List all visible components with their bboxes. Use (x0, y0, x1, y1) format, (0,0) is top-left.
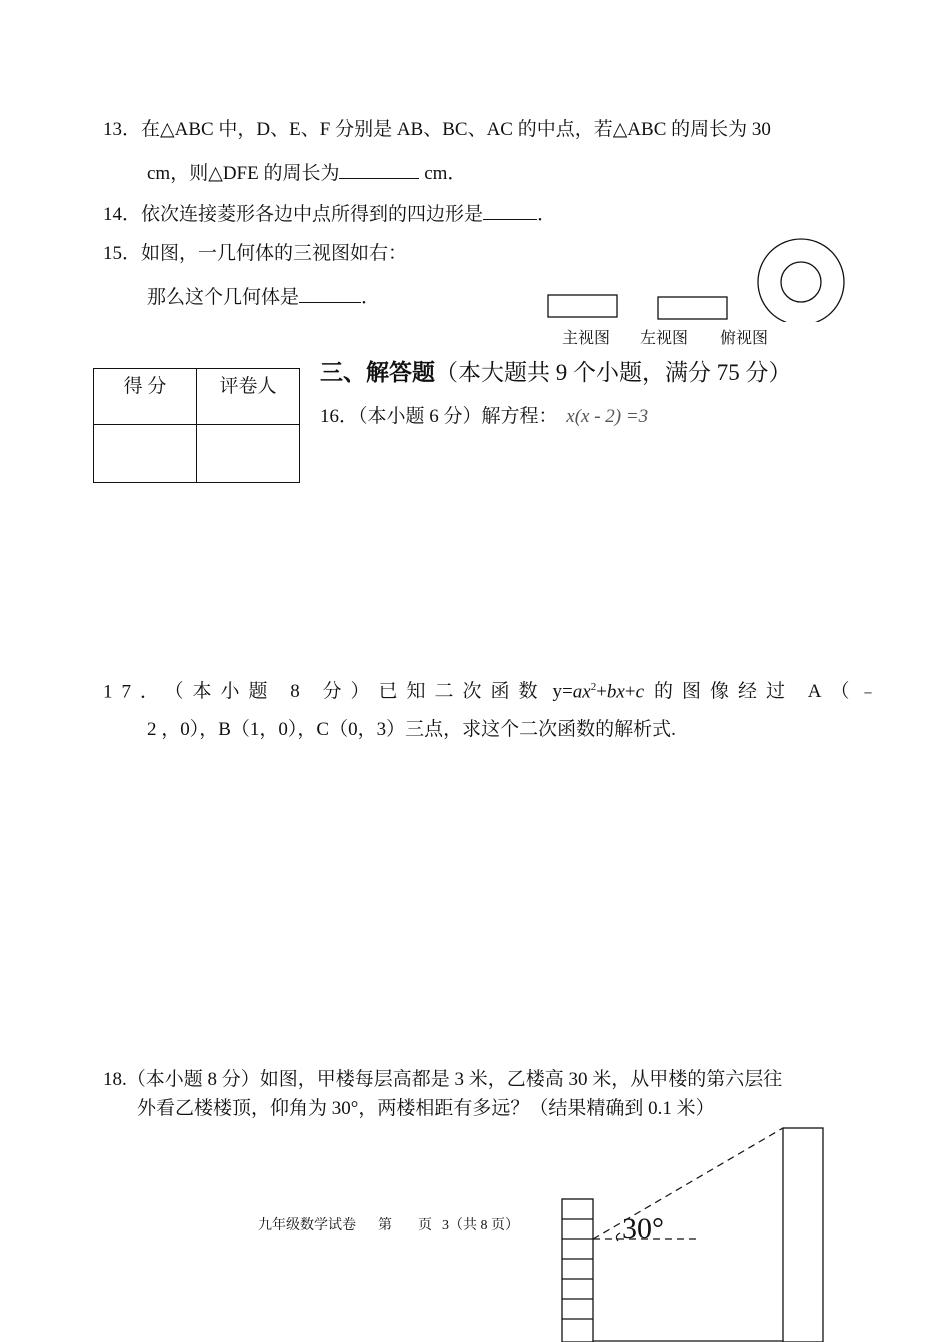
q14-prefix: 14．依次连接菱形各边中点所得到的四边形是 (103, 204, 484, 225)
top-view-inner-circle (781, 262, 821, 302)
section3-title: 三、解答题 (320, 360, 435, 386)
top-view-outer-circle (758, 239, 844, 322)
q17-func-c: c (635, 681, 644, 703)
score-cell[interactable] (94, 425, 197, 483)
top-view-label: 俯视图 (720, 330, 769, 347)
q15-line2 (147, 284, 380, 310)
q16 (320, 405, 648, 429)
left-view-rect (658, 297, 727, 319)
grader-cell[interactable] (197, 425, 300, 483)
section3-heading (320, 358, 792, 388)
q17-line1 (103, 675, 886, 704)
buildings-figure (540, 1120, 840, 1342)
three-views-figure (540, 232, 860, 322)
q14 (103, 201, 556, 227)
q15-line2-prefix: 那么这个几何体是 (147, 287, 300, 308)
q17-func-y: y= (552, 681, 573, 703)
q17-func-sup: 2 (590, 681, 597, 693)
building-a (562, 1199, 593, 1342)
q14-suffix: ． (537, 204, 557, 225)
q17-head: （本小题 8 分）已知二次函数 (174, 681, 547, 703)
angle-label: 30° (622, 1212, 664, 1245)
footer (258, 1214, 519, 1234)
q17-tail: 的图像经过 A（﹣ (654, 681, 887, 703)
q13-line2 (147, 160, 466, 186)
q17-func-a: ax (572, 681, 591, 703)
q17-func-plus1: + (596, 681, 607, 703)
q13-answer-blank[interactable] (339, 160, 419, 179)
score-header: 得 分 (94, 369, 197, 425)
q15-answer-blank[interactable] (299, 284, 361, 303)
q14-answer-blank[interactable] (483, 201, 537, 220)
footer-total: （共 8 页） (449, 1218, 519, 1233)
angle-arc (616, 1233, 620, 1241)
q13-line2-prefix: cm，则△DFE 的周长为 (147, 163, 340, 184)
q15-line2-suffix: ． (361, 287, 381, 308)
q13-line1: 13．在△ABC 中，D、E、F 分别是 AB、BC、AC 的中点，若△ABC 的周长为 30 (103, 119, 771, 140)
q17-line2: 2 ，0），B（1，0），C（0，3）三点，求这个二次函数的解析式. (147, 719, 676, 740)
left-view-label: 左视图 (640, 330, 689, 347)
score-table (93, 368, 300, 483)
q17-func-bx: bx (606, 681, 625, 703)
q16-text: 16．（本小题 6 分）解方程： (320, 406, 558, 427)
q15-line1: 15．如图，一几何体的三视图如右： (103, 243, 408, 264)
section3-note: （本大题共 9 个小题，满分 75 分） (435, 360, 792, 385)
front-view-rect (548, 295, 617, 317)
q16-equation: x(x - 2) =3 (566, 406, 649, 427)
grader-header: 评卷人 (197, 369, 300, 425)
footer-ye: 页 (418, 1218, 432, 1233)
front-view-label: 主视图 (562, 330, 611, 347)
q13-line2-suffix: cm． (419, 163, 467, 184)
q18-line2: 外看乙楼楼顶，仰角为 30°，两楼相距有多远？（结果精确到 0.1 米） (137, 1098, 715, 1119)
footer-left: 九年级数学试卷 (258, 1218, 356, 1233)
q17-num: 17． (103, 681, 169, 703)
footer-page: 3 (442, 1218, 449, 1233)
q18-line1: 18.（本小题 8 分）如图，甲楼每层高都是 3 米，乙楼高 30 米，从甲楼的第六层往 (103, 1069, 783, 1090)
footer-di: 第 (378, 1218, 392, 1233)
q17-func-plus2: + (624, 681, 636, 703)
building-b (783, 1128, 823, 1342)
